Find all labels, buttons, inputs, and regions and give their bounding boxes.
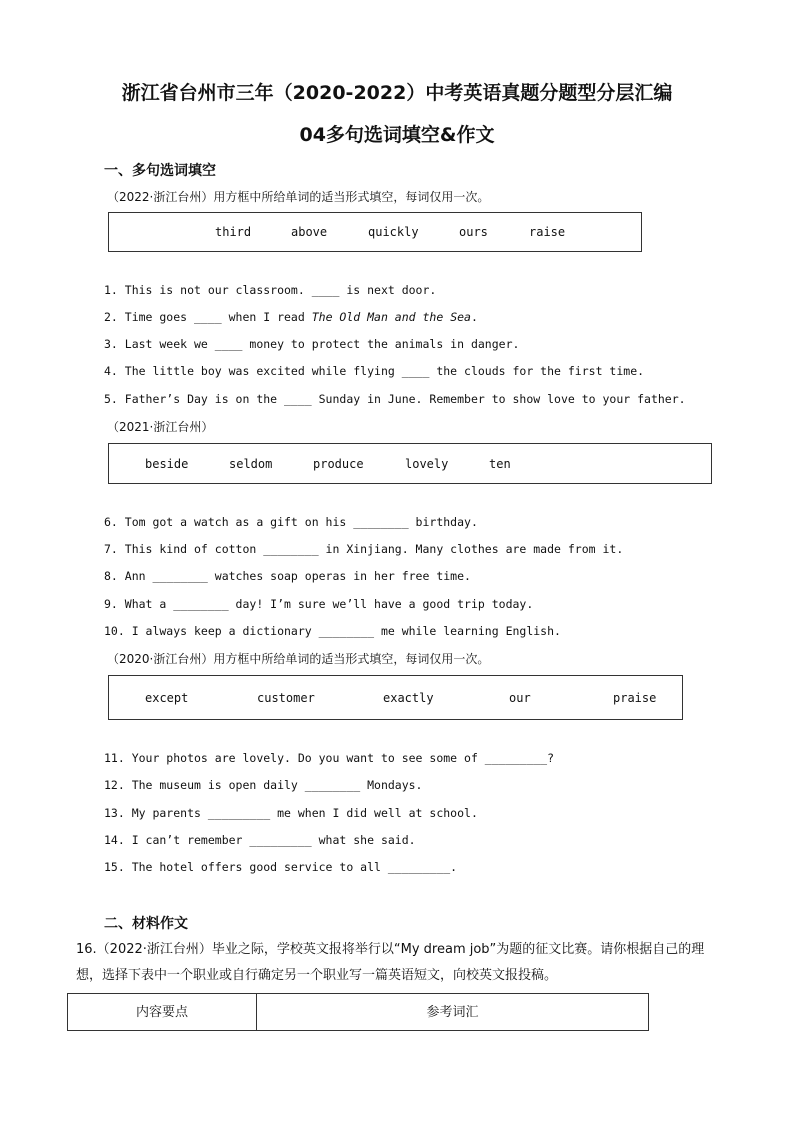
group1-intro: （2022·浙江台州）用方框中所给单词的适当形式填空，每词仅用一次。 <box>107 190 490 204</box>
essay-table <box>67 993 649 1031</box>
word-box-item: customer <box>257 690 315 705</box>
word-box-item: lovely <box>405 456 449 471</box>
word-box-2022 <box>108 212 642 252</box>
word-box-item: quickly <box>368 225 419 239</box>
question-13: 13. My parents _________ me when I did well at school. <box>104 806 478 820</box>
question-11: 11. Your photos are lovely. Do you want to see some of _________? <box>104 751 555 765</box>
question-4: 4. The little boy was excited while flying ____ the clouds for the first time. <box>104 364 645 378</box>
essay-prompt: 16.（2022·浙江台州）毕业之际，学校英文报将举行以“My dream job”为题的征文比赛。请你根据自己的理想，选择下表中一个职业或自行确定另一个职业写一篇英语短文，向校英文报投稿。 <box>76 942 705 983</box>
table-header-content: 内容要点 <box>68 994 257 1031</box>
word-box-item: ten <box>489 456 511 471</box>
question-9: 9. What a ________ day! I’m sure we’ll have a good trip today. <box>104 597 534 611</box>
word-box-2021 <box>108 443 712 484</box>
document-subtitle: 04多句选词填空&作文 <box>299 124 495 146</box>
question-2: 2. Time goes ____ when I read The Old Man and the Sea. <box>104 310 478 324</box>
question-6: 6. Tom got a watch as a gift on his ________ birthday. <box>104 515 478 529</box>
section2-heading: 二、材料作文 <box>104 916 188 932</box>
word-box-item: our <box>509 690 531 705</box>
word-box-item: above <box>291 225 328 239</box>
question-8: 8. Ann ________ watches soap operas in her free time. <box>104 569 471 583</box>
question-14: 14. I can’t remember _________ what she said. <box>104 833 416 847</box>
section1-heading: 一、多句选词填空 <box>104 163 216 179</box>
question-12: 12. The museum is open daily ________ Mondays. <box>104 778 423 792</box>
word-box-item: seldom <box>229 456 273 471</box>
word-box-item: beside <box>145 456 189 471</box>
question-1: 1. This is not our classroom. ____ is next door. <box>104 283 437 297</box>
word-box-item: exactly <box>383 690 434 705</box>
question-15: 15. The hotel offers good service to all _________. <box>104 860 458 874</box>
word-box-item: praise <box>613 690 657 705</box>
question-10: 10. I always keep a dictionary ________ me while learning English. <box>104 624 561 638</box>
word-box-item: third <box>215 225 252 239</box>
word-box-2020 <box>108 675 683 720</box>
word-box-item: except <box>145 690 189 705</box>
word-box-item: produce <box>313 456 364 471</box>
group3-intro: （2020·浙江台州）用方框中所给单词的适当形式填空，每词仅用一次。 <box>107 652 490 666</box>
document-title: 浙江省台州市三年（2020-2022）中考英语真题分题型分层汇编 <box>121 82 673 104</box>
group2-intro: （2021·浙江台州） <box>107 420 214 434</box>
word-box-item: raise <box>529 225 566 239</box>
question-3: 3. Last week we ____ money to protect the animals in danger. <box>104 337 520 351</box>
table-header-vocab: 参考词汇 <box>257 994 649 1031</box>
question-5: 5. Father’s Day is on the ____ Sunday in June. Remember to show love to your father. <box>104 392 686 406</box>
question-7: 7. This kind of cotton ________ in Xinjiang. Many clothes are made from it. <box>104 542 624 556</box>
word-box-item: ours <box>459 225 488 239</box>
